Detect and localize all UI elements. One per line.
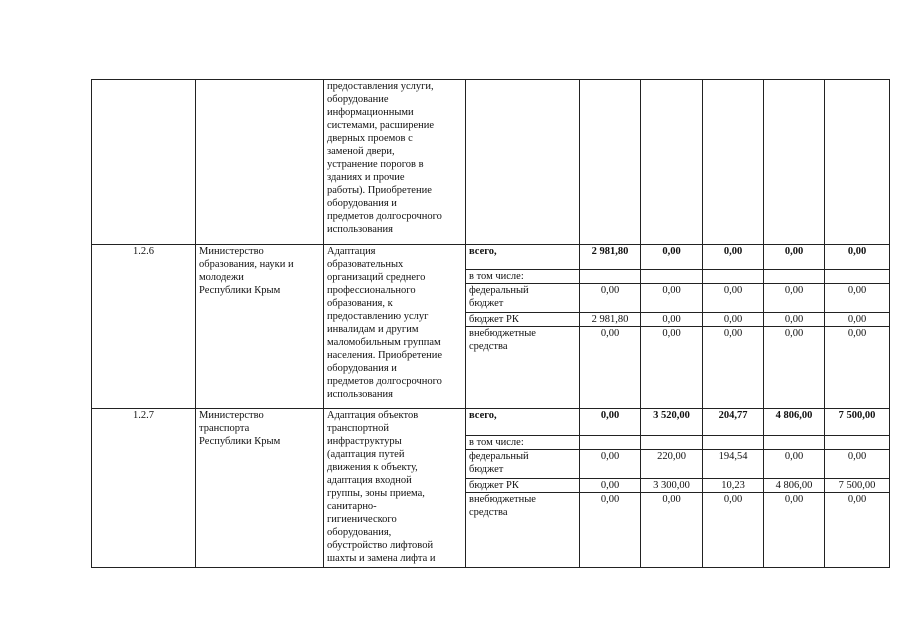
- measure-cell: предоставления услуги, оборудование информационными системами, расширение дверных проемов с заменой двери, устранение порогов в зданиях и прочие работы). Приобретение оборудования и предметов долгосрочного использования: [324, 80, 466, 245]
- value-cell: 2 981,80: [580, 245, 641, 270]
- value-cell: 0,00: [641, 284, 703, 313]
- value-cell: 0,00: [764, 245, 825, 270]
- value-cell: 0,00: [825, 450, 890, 479]
- value-cell: 0,00: [825, 284, 890, 313]
- source-label: федеральный бюджет: [466, 450, 580, 479]
- code-cell: 1.2.6: [92, 245, 196, 409]
- value-cell: 3 520,00: [641, 409, 703, 436]
- value-cell: 0,00: [580, 327, 641, 409]
- source-label: федеральный бюджет: [466, 284, 580, 313]
- executor-cell: [196, 80, 324, 245]
- code-cell: 1.2.7: [92, 409, 196, 568]
- source-label: в том числе:: [466, 436, 580, 450]
- value-cell: 0,00: [764, 313, 825, 327]
- value-cell: 0,00: [764, 450, 825, 479]
- value-cell: 0,00: [764, 284, 825, 313]
- source-cell: [466, 80, 580, 245]
- program-table: [91, 79, 890, 568]
- value-cell: 0,00: [580, 284, 641, 313]
- value-cell: 2 981,80: [580, 313, 641, 327]
- value-cell: 0,00: [703, 245, 764, 270]
- value-cell: 0,00: [825, 493, 890, 568]
- table-row: [92, 80, 890, 245]
- measure-cell: Адаптация объектов транспортной инфраструктуры (адаптация путей движения к объекту, адаптация входной группы, зоны приема, санитарно- гигиенического оборудования, обустройство лифтовой шахты и замена лифта и: [324, 409, 466, 568]
- source-label: внебюджетные средства: [466, 327, 580, 409]
- value-cell: 220,00: [641, 450, 703, 479]
- value-cell: 4 806,00: [764, 409, 825, 436]
- value-cell: 4 806,00: [764, 479, 825, 493]
- value-cell: 204,77: [703, 409, 764, 436]
- value-cell: 0,00: [764, 327, 825, 409]
- value-cell: 0,00: [641, 327, 703, 409]
- value-cell: 0,00: [703, 327, 764, 409]
- value-cell: 0,00: [764, 493, 825, 568]
- value-cell: 0,00: [703, 313, 764, 327]
- value-cell: 10,23: [703, 479, 764, 493]
- value-cell: 7 500,00: [825, 409, 890, 436]
- measure-cell: Адаптация образовательных организаций среднего профессионального образования, к предоставлению услуг инвалидам и другим маломобильным группам населения. Приобретение оборудования и предметов долгосрочного использования: [324, 245, 466, 409]
- value-cell: 0,00: [825, 245, 890, 270]
- value-cell: 0,00: [641, 313, 703, 327]
- value-cell: 0,00: [825, 327, 890, 409]
- source-label: бюджет РК: [466, 479, 580, 493]
- value-cell: 0,00: [580, 409, 641, 436]
- table-row: [92, 245, 890, 270]
- source-label: внебюджетные средства: [466, 493, 580, 568]
- table-row: [92, 409, 890, 436]
- executor-cell: Министерство образования, науки и молодежи Республики Крым: [196, 245, 324, 409]
- value-cell: 0,00: [580, 450, 641, 479]
- source-label: всего,: [466, 245, 580, 270]
- value-cell: 0,00: [825, 313, 890, 327]
- value-cell: 0,00: [703, 493, 764, 568]
- value-cell: 0,00: [641, 493, 703, 568]
- value-cell: 0,00: [703, 284, 764, 313]
- value-cell: 194,54: [703, 450, 764, 479]
- source-label: в том числе:: [466, 270, 580, 284]
- code-cell: [92, 80, 196, 245]
- value-cell: 0,00: [641, 245, 703, 270]
- value-cell: 0,00: [580, 479, 641, 493]
- value-cell: 7 500,00: [825, 479, 890, 493]
- value-cell: 3 300,00: [641, 479, 703, 493]
- source-label: всего,: [466, 409, 580, 436]
- source-label: бюджет РК: [466, 313, 580, 327]
- value-cell: 0,00: [580, 493, 641, 568]
- executor-cell: Министерство транспорта Республики Крым: [196, 409, 324, 568]
